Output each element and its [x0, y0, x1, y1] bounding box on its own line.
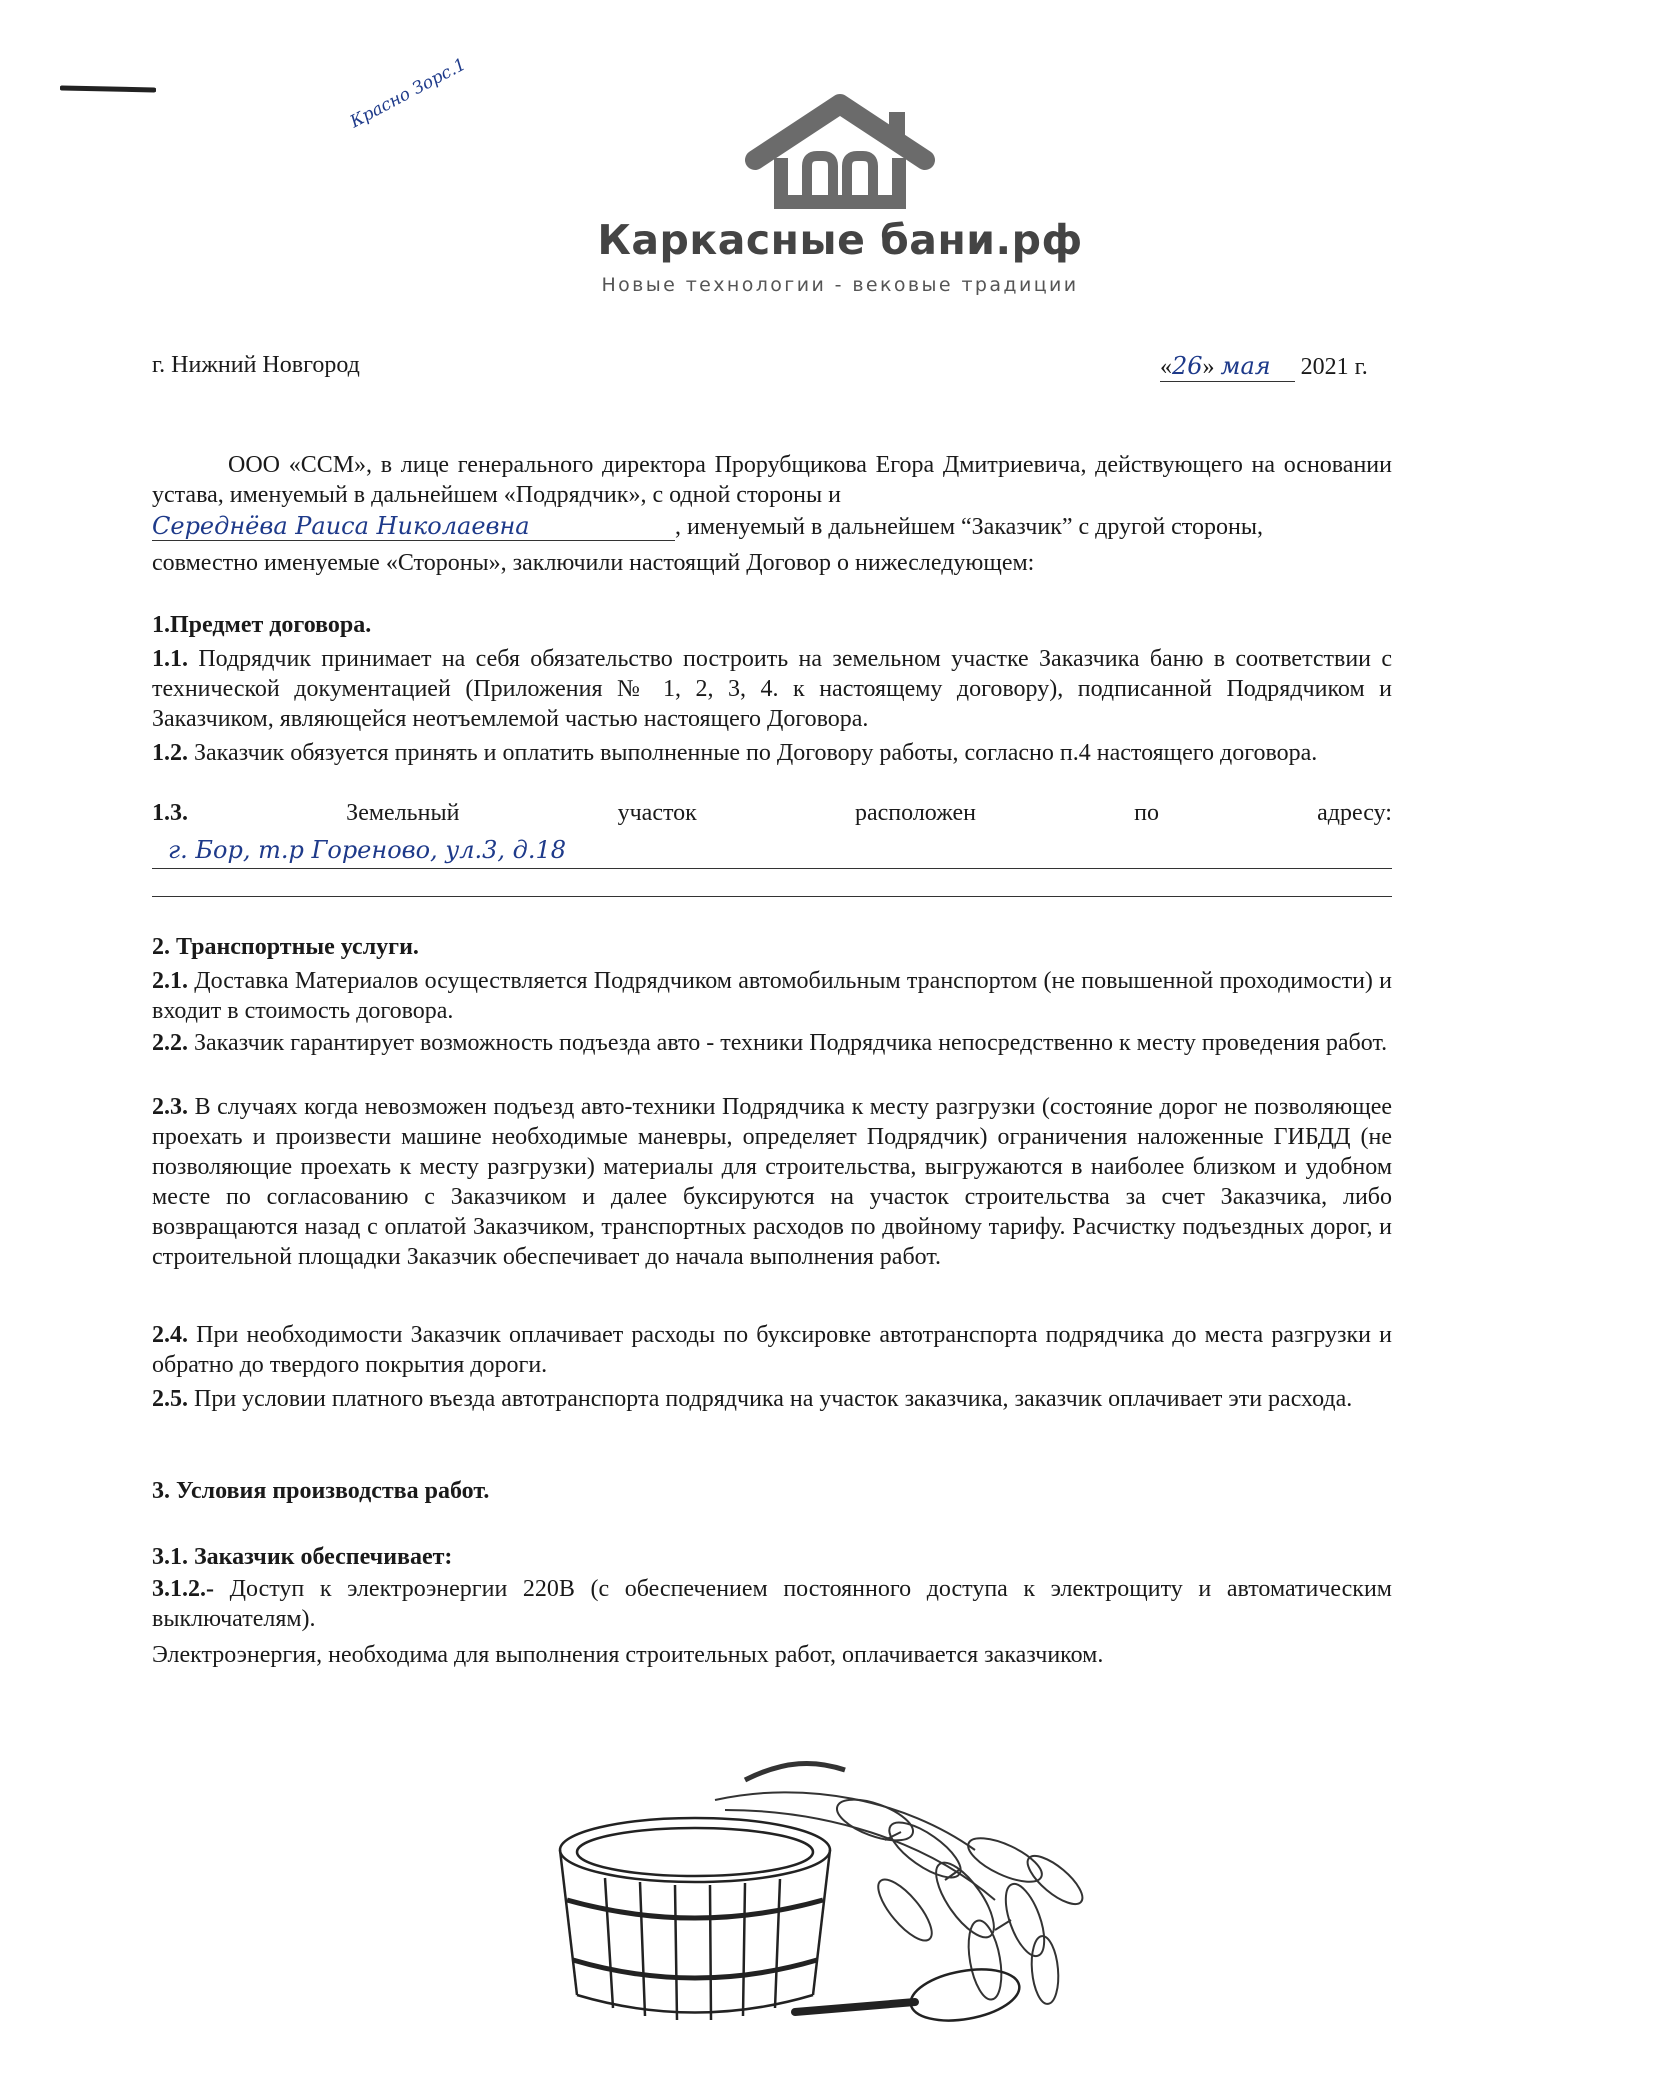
section-1-title: 1.Предмет договора.	[152, 612, 372, 638]
logo-title: Каркасные бани.рф	[597, 216, 1083, 264]
land-address: г. Бор, т.р Гореново, ул.3, д.18	[152, 836, 1392, 869]
contract-city: г. Нижний Новгород	[152, 352, 360, 378]
date-month: мая	[1220, 352, 1271, 380]
clause-2-1: 2.1. Доставка Материалов осуществляется Подрядчиком автомобильным транспортом (не повышенной проходимости) и входит в стоимость договора.	[152, 968, 1392, 1024]
date-day: 26	[1172, 352, 1203, 380]
clause-2-4: 2.4. При необходимости Заказчик оплачивает расходы по буксировке автотранспорта подрядчика до места разгрузки и обратно до твердого покрытия дороги.	[152, 1322, 1392, 1378]
address-blank-line	[152, 896, 1392, 897]
bath-tub-broom-illustration	[545, 1740, 1115, 2040]
pen-stroke-mark	[60, 84, 156, 94]
electricity-note: Электроэнергия, необходима для выполнения строительных работ, оплачивается заказчиком.	[152, 1642, 1104, 1668]
contract-date	[1160, 352, 1368, 382]
clause-1-3: 1.3. Земельный участок расположен по адресу:	[152, 800, 1392, 826]
logo-tagline: Новые технологии - вековые традиции	[601, 274, 1079, 296]
clause-2-3: 2.3. В случаях когда невозможен подъезд авто-техники Подрядчика к месту разгрузки (состояние дорог не позволяющее проехать и произвести машине необходимые маневры, определяет Подрядчик) ограничения наложенные ГИБДД (не позволяющие проехать к месту разгрузки) материалы для строительства, выгружаются в наиболее близком и удобном месте по согласованию с Заказчиком и далее буксируются на участок строительства за счет Заказчика, либо возвращаются назад с оплатой Заказчиком, транспортных расходов по двойному тарифу. Расчистку подъездных дорог, и строительной площадки Заказчик обеспечивает до начала выполнения работ.	[152, 1094, 1392, 1270]
preamble-closing: совместно именуемые «Стороны», заключили настоящий Договор о нижеследующем:	[152, 550, 1035, 576]
section-3-title: 3. Условия производства работ.	[152, 1478, 490, 1504]
handwritten-margin-note: Красно Зорс.1	[346, 54, 470, 133]
date-day-month: «26» мая	[1160, 352, 1295, 382]
house-logo-icon	[695, 90, 985, 210]
section-2-title: 2. Транспортные услуги.	[152, 934, 419, 960]
customer-name: Середнёва Раиса Николаевна	[152, 512, 675, 541]
clause-1-2: 1.2. Заказчик обязуется принять и оплатить выполненные по Договору работы, согласно п.4 настоящего договора.	[152, 740, 1318, 766]
company-logo	[500, 90, 1180, 310]
clause-1-1: 1.1. Подрядчик принимает на себя обязательство построить на земельном участке Заказчика баню в соответствии с технической документацией (Приложения № 1, 2, 3, 4. к настоящему договору), подписанной Подрядчиком и Заказчиком, являющейся неотъемлемой частью настоящего Договора.	[152, 646, 1392, 732]
clause-2-2: 2.2. Заказчик гарантирует возможность подъезда авто - техники Подрядчика непосредственно к месту проведения работ.	[152, 1030, 1388, 1056]
clause-2-5: 2.5. При условии платного въезда автотранспорта подрядчика на участок заказчика, заказчик оплачивает эти расхода.	[152, 1386, 1353, 1412]
clause-3-1-2: 3.1.2.- Доступ к электроэнергии 220В (с обеспечением постоянного доступа к электрощиту и автоматическим выключателям).	[152, 1576, 1392, 1632]
customer-line: Середнёва Раиса Николаевна , именуемый в дальнейшем “Заказчик” с другой стороны,	[152, 512, 1263, 540]
preamble-paragraph: ООО «ССМ», в лице генерального директора Прорубщикова Егора Дмитриевича, действующего на основании устава, именуемый в дальнейшем «Подрядчик», с одной стороны и	[152, 452, 1392, 508]
date-year: 2021 г.	[1300, 354, 1368, 380]
section-3-1-title: 3.1. Заказчик обеспечивает:	[152, 1544, 453, 1570]
